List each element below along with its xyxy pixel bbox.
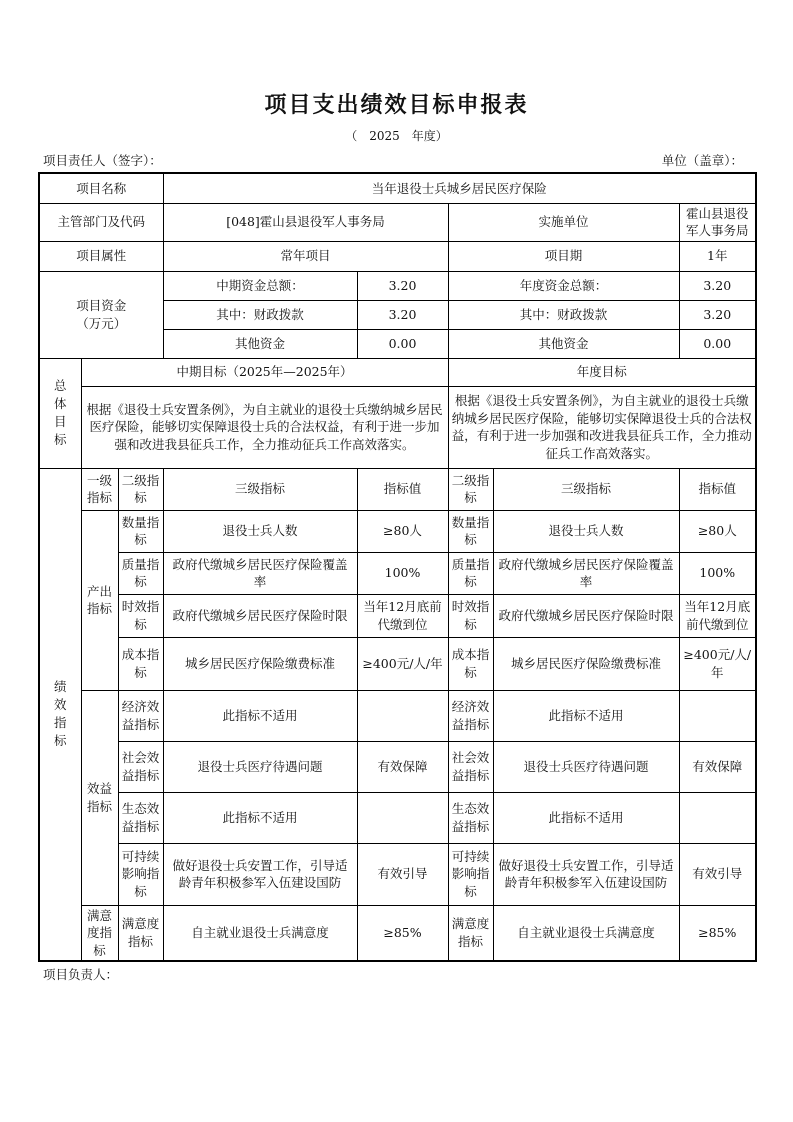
- row-project-name: [39, 173, 756, 203]
- department-value: [048]霍山县退役军人事务局: [163, 203, 448, 241]
- indicator-l3-annual: 政府代缴城乡居民医疗保险覆盖率: [493, 552, 679, 594]
- indicator-l3: 做好退役士兵安置工作，引导适龄青年积极参军入伍建设国防: [163, 843, 357, 905]
- indicator-value: ≥85%: [357, 905, 448, 961]
- header-level3: 三级指标: [163, 468, 357, 510]
- indicator-row: [39, 741, 756, 792]
- indicator-value-annual: ≥400元/人/年: [679, 637, 756, 690]
- label-department: 主管部门及代码: [39, 203, 163, 241]
- indicator-l2: 数量指标: [118, 510, 163, 552]
- indicator-l3: 自主就业退役士兵满意度: [163, 905, 357, 961]
- annual-fiscal-value: 3.20: [679, 300, 756, 329]
- indicator-l3-annual: 政府代缴城乡居民医疗保险时限: [493, 594, 679, 637]
- label-annual-total: 年度资金总额：: [448, 271, 679, 300]
- annual-goal-text: 根据《退役士兵安置条例》，为自主就业的退役士兵缴纳城乡居民医疗保险，能够切实保障退役士兵的合法权益，有利于进一步加强和改进我县征兵工作，全力推动征兵工作高效落实。: [448, 386, 756, 468]
- indicator-row: [39, 690, 756, 741]
- indicator-l3: 此指标不适用: [163, 690, 357, 741]
- indicator-value-annual: 有效保障: [679, 741, 756, 792]
- indicator-row: [39, 905, 756, 961]
- indicator-value: [357, 690, 448, 741]
- responsible-label: 项目责任人（签字）：: [43, 153, 162, 168]
- row-indicator-header: [39, 468, 756, 510]
- indicator-row: [39, 594, 756, 637]
- row-goal-header: [39, 358, 756, 386]
- project-name-value: 当年退役士兵城乡居民医疗保险: [163, 173, 756, 203]
- indicator-l2-annual: 时效指标: [448, 594, 493, 637]
- indicator-l3-annual: 此指标不适用: [493, 690, 679, 741]
- indicator-l3: 政府代缴城乡居民医疗保险时限: [163, 594, 357, 637]
- indicator-l2-annual: 满意度指标: [448, 905, 493, 961]
- label-performance: 绩效指标: [39, 468, 81, 961]
- indicator-row: [39, 552, 756, 594]
- label-project-name: 项目名称: [39, 173, 163, 203]
- indicator-l2: 满意度指标: [118, 905, 163, 961]
- indicator-value-annual: [679, 690, 756, 741]
- unit-label: 单位（盖章）：: [661, 153, 743, 168]
- indicator-l3-annual: 退役士兵医疗待遇问题: [493, 741, 679, 792]
- indicator-value-annual: 有效引导: [679, 843, 756, 905]
- midterm-fiscal-value: 3.20: [357, 300, 448, 329]
- footer-label: 项目负责人：: [43, 967, 119, 982]
- indicator-value-annual: ≥85%: [679, 905, 756, 961]
- row-funds-total: [39, 271, 756, 300]
- label-midterm-goal: 中期目标（2025年—2025年）: [81, 358, 448, 386]
- indicator-l3: 城乡居民医疗保险缴费标准: [163, 637, 357, 690]
- midterm-goal-text: 根据《退役士兵安置条例》，为自主就业的退役士兵缴纳城乡居民医疗保险，能够切实保障退役士兵的合法权益，有利于进一步加强和改进我县征兵工作，全力推动征兵工作高效落实。: [81, 386, 448, 468]
- indicator-l2: 社会效益指标: [118, 741, 163, 792]
- indicator-l2-annual: 可持续影响指标: [448, 843, 493, 905]
- label-annual-other: 其他资金: [448, 329, 679, 358]
- label-overall-goal: 总体目标: [39, 358, 81, 468]
- indicator-l2-annual: 数量指标: [448, 510, 493, 552]
- indicator-value-annual: [679, 792, 756, 843]
- header-level3-annual: 三级指标: [493, 468, 679, 510]
- indicator-l2-annual: 生态效益指标: [448, 792, 493, 843]
- indicator-l2-annual: 社会效益指标: [448, 741, 493, 792]
- period-value: 1年: [679, 241, 756, 271]
- indicator-l3-annual: 此指标不适用: [493, 792, 679, 843]
- year-line: （ 2025 年度）: [345, 129, 448, 143]
- annual-other-value: 0.00: [679, 329, 756, 358]
- indicator-value-annual: 当年12月底前代缴到位: [679, 594, 756, 637]
- indicator-l2-annual: 经济效益指标: [448, 690, 493, 741]
- indicator-value: [357, 792, 448, 843]
- label-annual-goal: 年度目标: [448, 358, 756, 386]
- header-level2: 二级指标: [118, 468, 163, 510]
- midterm-total-value: 3.20: [357, 271, 448, 300]
- indicator-value-annual: 100%: [679, 552, 756, 594]
- annual-total-value: 3.20: [679, 271, 756, 300]
- label-benefit-indicators: 效益指标: [81, 690, 118, 905]
- indicator-row: [39, 792, 756, 843]
- indicator-l3: 政府代缴城乡居民医疗保险覆盖率: [163, 552, 357, 594]
- indicator-l2-annual: 质量指标: [448, 552, 493, 594]
- label-midterm-total: 中期资金总额：: [163, 271, 357, 300]
- indicator-value-annual: ≥80人: [679, 510, 756, 552]
- indicator-l2: 生态效益指标: [118, 792, 163, 843]
- header-level1: 一级指标: [81, 468, 118, 510]
- indicator-l2-annual: 成本指标: [448, 637, 493, 690]
- label-attribute: 项目属性: [39, 241, 163, 271]
- indicator-row: [39, 510, 756, 552]
- label-funds: 项目资金 （万元）: [39, 271, 163, 358]
- label-output-indicators: 产出指标: [81, 510, 118, 690]
- indicator-value: 当年12月底前代缴到位: [357, 594, 448, 637]
- indicator-row: [39, 843, 756, 905]
- label-implementer: 实施单位: [448, 203, 679, 241]
- label-satisfaction-indicators: 满意度指标: [81, 905, 118, 961]
- implementer-value: 霍山县退役军人事务局: [679, 203, 756, 241]
- indicator-value: ≥80人: [357, 510, 448, 552]
- indicator-l3: 退役士兵医疗待遇问题: [163, 741, 357, 792]
- indicator-value: 100%: [357, 552, 448, 594]
- performance-table: [38, 172, 757, 962]
- indicator-l2: 时效指标: [118, 594, 163, 637]
- indicator-value: 有效保障: [357, 741, 448, 792]
- row-department: [39, 203, 756, 241]
- label-midterm-other: 其他资金: [163, 329, 357, 358]
- indicator-value: 有效引导: [357, 843, 448, 905]
- indicator-l3-annual: 自主就业退役士兵满意度: [493, 905, 679, 961]
- header-level2-annual: 二级指标: [448, 468, 493, 510]
- page-title: 项目支出绩效目标申报表: [264, 93, 529, 118]
- attribute-value: 常年项目: [163, 241, 448, 271]
- header-value-annual: 指标值: [679, 468, 756, 510]
- row-attribute: [39, 241, 756, 271]
- midterm-other-value: 0.00: [357, 329, 448, 358]
- indicator-value: ≥400元/人/年: [357, 637, 448, 690]
- indicator-l3-annual: 退役士兵人数: [493, 510, 679, 552]
- row-goal-content: [39, 386, 756, 468]
- label-period: 项目期: [448, 241, 679, 271]
- indicator-l2: 成本指标: [118, 637, 163, 690]
- header-value: 指标值: [357, 468, 448, 510]
- indicator-row: [39, 637, 756, 690]
- label-annual-fiscal: 其中：财政拨款: [448, 300, 679, 329]
- indicator-l3-annual: 城乡居民医疗保险缴费标准: [493, 637, 679, 690]
- indicator-l3: 此指标不适用: [163, 792, 357, 843]
- indicator-l3: 退役士兵人数: [163, 510, 357, 552]
- indicator-l3-annual: 做好退役士兵安置工作，引导适龄青年积极参军入伍建设国防: [493, 843, 679, 905]
- indicator-l2: 经济效益指标: [118, 690, 163, 741]
- indicator-l2: 可持续影响指标: [118, 843, 163, 905]
- indicator-l2: 质量指标: [118, 552, 163, 594]
- label-midterm-fiscal: 其中：财政拨款: [163, 300, 357, 329]
